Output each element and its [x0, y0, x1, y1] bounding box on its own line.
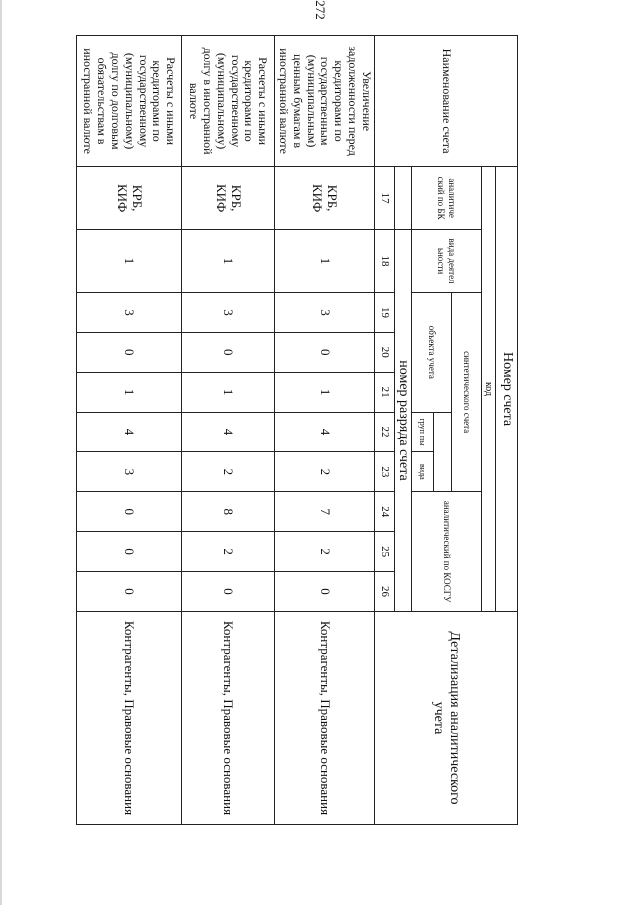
- accounts-table: [76, 35, 518, 825]
- value-cell: 2: [274, 452, 374, 492]
- account-name-cell: Расчеты с иными кредиторами по государственному (муниципальному) долгу в иностранной валюте: [181, 36, 274, 167]
- col-number: 18: [374, 230, 394, 293]
- value-cell: 8: [181, 492, 274, 532]
- col-number: 25: [374, 532, 394, 572]
- header-account-number: Номер счета: [496, 167, 518, 612]
- value-cell: 0: [76, 492, 181, 532]
- value-cell: 1: [76, 230, 181, 293]
- header-synthetic: синтетического счета: [452, 293, 482, 492]
- value-cell: 1: [181, 372, 274, 412]
- value-cell: 0: [76, 532, 181, 572]
- header-group: груп пы: [412, 412, 434, 452]
- bk-cell: КРБ, КИФ: [76, 167, 181, 230]
- value-cell: 3: [76, 452, 181, 492]
- col-number: 17: [374, 167, 394, 230]
- bk-cell: КРБ, КИФ: [274, 167, 374, 230]
- table-row: [274, 36, 374, 825]
- value-cell: 4: [274, 412, 374, 452]
- col-number: 19: [374, 293, 394, 333]
- value-cell: 2: [181, 532, 274, 572]
- value-cell: 0: [181, 572, 274, 612]
- value-cell: 0: [76, 332, 181, 372]
- page-number: 272: [313, 0, 328, 20]
- bk-cell: КРБ, КИФ: [181, 167, 274, 230]
- account-name-cell: Увеличение задолженности перед кредиторами по государственным (муниципальным) ценным бумагам в иностранной валюте: [274, 36, 374, 167]
- value-cell: 1: [274, 230, 374, 293]
- header-kind: вида: [412, 452, 434, 492]
- header-digit-number: номер разряда счета: [394, 230, 411, 612]
- value-cell: 3: [76, 293, 181, 333]
- detail-cell: Контрагенты, Правовые основания: [181, 611, 274, 824]
- value-cell: 0: [76, 572, 181, 612]
- value-cell: 0: [274, 332, 374, 372]
- account-name-cell: Расчеты с иными кредиторами по государственному (муниципальному) долгу по долговым обязательствам в иностранной валюте: [76, 36, 181, 167]
- col-number: 22: [374, 412, 394, 452]
- value-cell: 1: [76, 372, 181, 412]
- header-digit-spacer: [394, 167, 411, 230]
- header-bk-analytic: аналитиче ский по БК: [412, 167, 482, 230]
- value-cell: 4: [76, 412, 181, 452]
- value-cell: 7: [274, 492, 374, 532]
- col-number: 23: [374, 452, 394, 492]
- value-cell: 3: [181, 293, 274, 333]
- header-object: объекта учета: [412, 293, 452, 413]
- scan-edge: [0, 0, 2, 905]
- header-kosgu: аналитический по КОСГУ: [412, 492, 482, 612]
- header-code: код: [482, 167, 496, 612]
- value-cell: 0: [181, 332, 274, 372]
- value-cell: 0: [274, 572, 374, 612]
- value-cell: 2: [274, 532, 374, 572]
- header-group-kind-spacer: [434, 412, 452, 492]
- header-account-name: Наименование счета: [374, 36, 517, 167]
- value-cell: 4: [181, 412, 274, 452]
- table-row: [181, 36, 274, 825]
- col-number: 20: [374, 332, 394, 372]
- value-cell: 2: [181, 452, 274, 492]
- rotated-table-container: [78, 35, 518, 825]
- value-cell: 1: [181, 230, 274, 293]
- table-row: [76, 36, 181, 825]
- value-cell: 1: [274, 372, 374, 412]
- value-cell: 3: [274, 293, 374, 333]
- col-number: 24: [374, 492, 394, 532]
- detail-cell: Контрагенты, Правовые основания: [76, 611, 181, 824]
- col-number: 26: [374, 572, 394, 612]
- header-detail: Детализация аналитического учета: [374, 611, 517, 824]
- col-number: 21: [374, 372, 394, 412]
- detail-cell: Контрагенты, Правовые основания: [274, 611, 374, 824]
- header-activity-type: вида деятел ьности: [412, 230, 482, 293]
